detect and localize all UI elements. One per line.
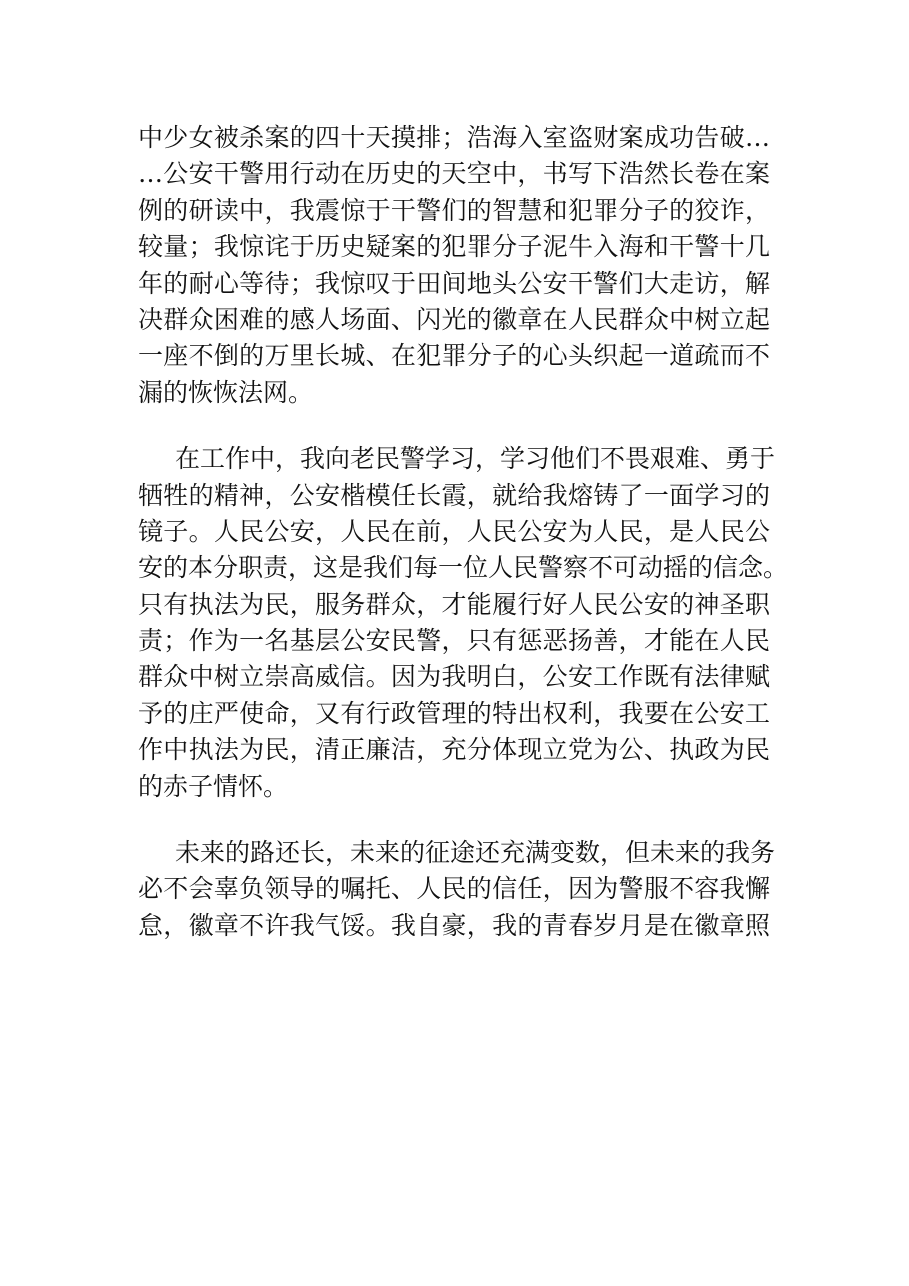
text-line: …公安干警用行动在历史的天空中，书写下浩然长卷在案 xyxy=(138,159,770,189)
text-line: 决群众困难的感人场面、闪光的徽章在人民群众中树立起 xyxy=(138,304,770,334)
text-line: 较量；我惊诧于历史疑案的犯罪分子泥牛入海和干警十几 xyxy=(138,232,770,262)
text-line: 中少女被杀案的四十天摸排；浩海入室盗财案成功告破… xyxy=(138,123,770,152)
text-line: 作中执法为民，清正廉洁，充分体现立党为公、执政为民 xyxy=(138,735,770,765)
text-line: 未来的路还长，未来的征途还充满变数，但未来的我务 xyxy=(175,838,776,868)
text-line: 镜子。人民公安，人民在前，人民公安为人民，是人民公 xyxy=(138,516,770,546)
text-line: 必不会辜负领导的嘱托、人民的信任，因为警服不容我懈 xyxy=(138,874,770,904)
text-line: 漏的恢恢法网。 xyxy=(138,377,314,407)
paragraph-1 xyxy=(138,120,770,411)
document-body xyxy=(138,120,789,974)
text-line: 一座不倒的万里长城、在犯罪分子的心头织起一道疏而不 xyxy=(138,341,770,371)
text-line: 在工作中，我向老民警学习，学习他们不畏艰难、勇于 xyxy=(175,444,776,474)
text-line: 群众中树立崇高威信。因为我明白，公安工作既有法律赋 xyxy=(138,662,770,692)
text-line: 怠，徽章不许我气馁。我自豪，我的青春岁月是在徽章照 xyxy=(138,910,770,940)
text-line: 只有执法为民，服务群众，才能履行好人民公安的神圣职 xyxy=(138,589,770,619)
text-line: 安的本分职责，这是我们每一位人民警察不可动摇的信念。 xyxy=(138,553,789,583)
paragraph-3 xyxy=(138,835,776,944)
text-line: 予的庄严使命，又有行政管理的特出权利，我要在公安工 xyxy=(138,698,770,728)
text-line: 年的耐心等待；我惊叹于田间地头公安干警们大走访，解 xyxy=(138,268,770,298)
text-line: 牺牲的精神，公安楷模任长霞，就给我熔铸了一面学习的 xyxy=(138,480,770,510)
text-line: 的赤子情怀。 xyxy=(138,771,289,801)
paragraph-2 xyxy=(138,441,789,805)
text-line: 例的研读中，我震惊于干警们的智慧和犯罪分子的狡诈， xyxy=(138,195,770,225)
text-line: 责；作为一名基层公安民警，只有惩恶扬善，才能在人民 xyxy=(138,626,770,656)
